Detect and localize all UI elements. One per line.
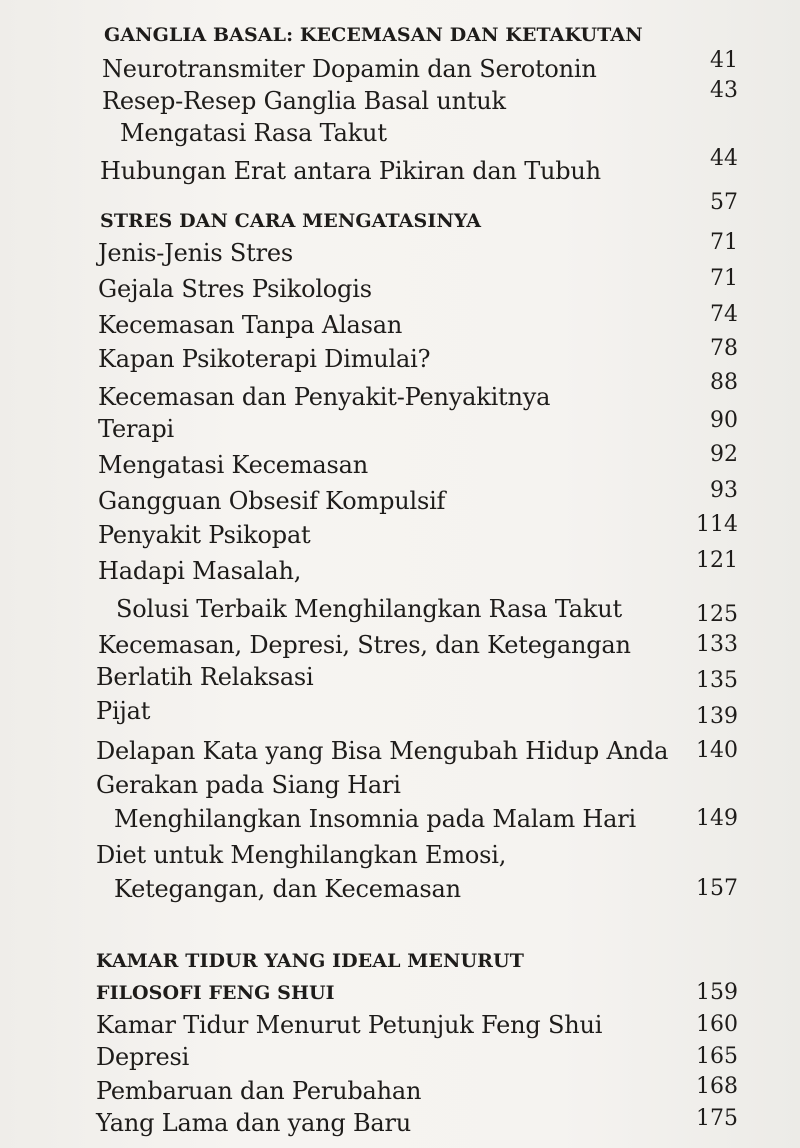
section-heading-text: GANGLIA BASAL: KECEMASAN DAN KETAKUTAN bbox=[104, 24, 643, 46]
toc-entry-page: 121 bbox=[696, 548, 738, 573]
section-heading-text: STRES DAN CARA MENGATASINYA bbox=[100, 210, 482, 232]
section-heading-page: 159 bbox=[696, 980, 738, 1005]
toc-entry[interactable] bbox=[0, 370, 800, 412]
toc-entry[interactable] bbox=[0, 478, 800, 518]
toc-entry-title: Gerakan pada Siang Hari bbox=[96, 771, 401, 799]
toc-entry-page: 44 bbox=[710, 146, 738, 171]
toc-entry-page: 88 bbox=[710, 370, 738, 395]
toc-entry[interactable] bbox=[0, 1008, 800, 1042]
toc-entry-page: 140 bbox=[696, 738, 738, 763]
toc-entry-page: 43 bbox=[710, 78, 738, 103]
toc-entry-title: Penyakit Psikopat bbox=[98, 521, 311, 549]
toc-entry-title: Neurotransmiter Dopamin dan Serotonin bbox=[102, 55, 597, 83]
toc-entry-title: Resep-Resep Ganglia Basal untuk bbox=[102, 87, 506, 115]
toc-entry-title: Depresi bbox=[96, 1043, 190, 1071]
toc-entry-title: Berlatih Relaksasi bbox=[96, 663, 314, 691]
toc-entry-title: Hadapi Masalah, bbox=[98, 557, 302, 585]
toc-entry[interactable] bbox=[0, 1074, 800, 1108]
toc-entry[interactable] bbox=[0, 628, 800, 662]
toc-entry-title: Kecemasan dan Penyakit-Penyakitnya bbox=[98, 383, 551, 411]
toc-entry[interactable] bbox=[0, 302, 800, 340]
toc-entry[interactable] bbox=[0, 660, 800, 694]
toc-entry-title: Mengatasi Rasa Takut bbox=[120, 119, 387, 147]
toc-entry-title: Yang Lama dan yang Baru bbox=[96, 1109, 412, 1137]
toc-entry-title: Delapan Kata yang Bisa Mengubah Hidup Anda bbox=[96, 737, 669, 765]
toc-entry[interactable] bbox=[0, 512, 800, 552]
toc-entry-title: Menghilangkan Insomnia pada Malam Hari bbox=[114, 805, 637, 833]
section-heading-page: 57 bbox=[710, 190, 738, 215]
toc-entry-continuation[interactable] bbox=[0, 592, 800, 626]
toc-entry-title: Solusi Terbaik Menghilangkan Rasa Takut bbox=[116, 595, 622, 623]
toc-entry[interactable] bbox=[0, 146, 800, 188]
toc-entry-page: 135 bbox=[696, 668, 738, 693]
toc-entry-continuation[interactable] bbox=[0, 872, 800, 906]
section-heading bbox=[0, 944, 800, 978]
toc-entry-title: Hubungan Erat antara Pikiran dan Tubuh bbox=[100, 157, 601, 185]
toc-entry[interactable] bbox=[0, 1040, 800, 1074]
toc-entry-title: Pembaruan dan Perubahan bbox=[96, 1077, 422, 1105]
toc-entry[interactable] bbox=[0, 442, 800, 482]
toc-entry-title: Kecemasan, Depresi, Stres, dan Ketegangan bbox=[98, 631, 631, 659]
toc-entry-page: 114 bbox=[696, 512, 738, 537]
toc-entry-title: Kecemasan Tanpa Alasan bbox=[98, 311, 403, 339]
toc-entry-page: 160 bbox=[696, 1012, 738, 1037]
toc-entry-title: Terapi bbox=[98, 415, 174, 443]
toc-entry-page: 149 bbox=[696, 806, 738, 831]
toc-entry-title: Gejala Stres Psikologis bbox=[98, 275, 372, 303]
toc-entry[interactable] bbox=[0, 80, 800, 114]
toc-entry[interactable] bbox=[0, 232, 800, 266]
toc-entry-title: Diet untuk Menghilangkan Emosi, bbox=[96, 841, 507, 869]
toc-entry-page: 139 bbox=[696, 704, 738, 729]
toc-entry-title: Jenis-Jenis Stres bbox=[98, 239, 293, 267]
toc-entry-title: Pijat bbox=[96, 697, 151, 725]
toc-entry[interactable] bbox=[0, 768, 800, 802]
toc-entry-page: 93 bbox=[710, 478, 738, 503]
toc-entry-title: Ketegangan, dan Kecemasan bbox=[114, 875, 461, 903]
toc-entry-title: Kamar Tidur Menurut Petunjuk Feng Shui bbox=[96, 1011, 603, 1039]
toc-entry[interactable] bbox=[0, 734, 800, 768]
toc-entry-page: 175 bbox=[696, 1106, 738, 1131]
toc-entry-page: 71 bbox=[710, 266, 738, 291]
toc-entry-page: 125 bbox=[696, 602, 738, 627]
toc-entry[interactable] bbox=[0, 336, 800, 376]
toc-entry-page: 71 bbox=[710, 230, 738, 255]
section-heading-text: KAMAR TIDUR YANG IDEAL MENURUT bbox=[96, 950, 524, 972]
toc-entry-page: 78 bbox=[710, 336, 738, 361]
toc-entry[interactable] bbox=[0, 838, 800, 872]
toc-entry-continuation[interactable] bbox=[0, 802, 800, 836]
toc-entry-page: 41 bbox=[710, 48, 738, 73]
toc-entry[interactable] bbox=[0, 548, 800, 588]
toc-entry-page: 157 bbox=[696, 876, 738, 901]
toc-entry-title: Kapan Psikoterapi Dimulai? bbox=[98, 345, 431, 373]
toc-entry-page: 133 bbox=[696, 632, 738, 657]
toc-entry-page: 90 bbox=[710, 408, 738, 433]
toc-entry-title: Gangguan Obsesif Kompulsif bbox=[98, 487, 446, 515]
section-heading-text: FILOSOFI FENG SHUI bbox=[96, 982, 335, 1004]
section-heading bbox=[0, 976, 800, 1010]
toc-entry-page: 74 bbox=[710, 302, 738, 327]
toc-entry-page: 92 bbox=[710, 442, 738, 467]
toc-entry[interactable] bbox=[0, 44, 800, 83]
toc-entry-page: 165 bbox=[696, 1044, 738, 1069]
toc-entry-title: Mengatasi Kecemasan bbox=[98, 451, 368, 479]
toc-entry-page: 168 bbox=[696, 1074, 738, 1099]
toc-entry[interactable] bbox=[0, 266, 800, 304]
toc-entry[interactable] bbox=[0, 694, 800, 728]
toc-entry[interactable] bbox=[0, 408, 800, 446]
toc-entry-continuation[interactable] bbox=[0, 116, 800, 150]
toc-entry[interactable] bbox=[0, 1106, 800, 1140]
